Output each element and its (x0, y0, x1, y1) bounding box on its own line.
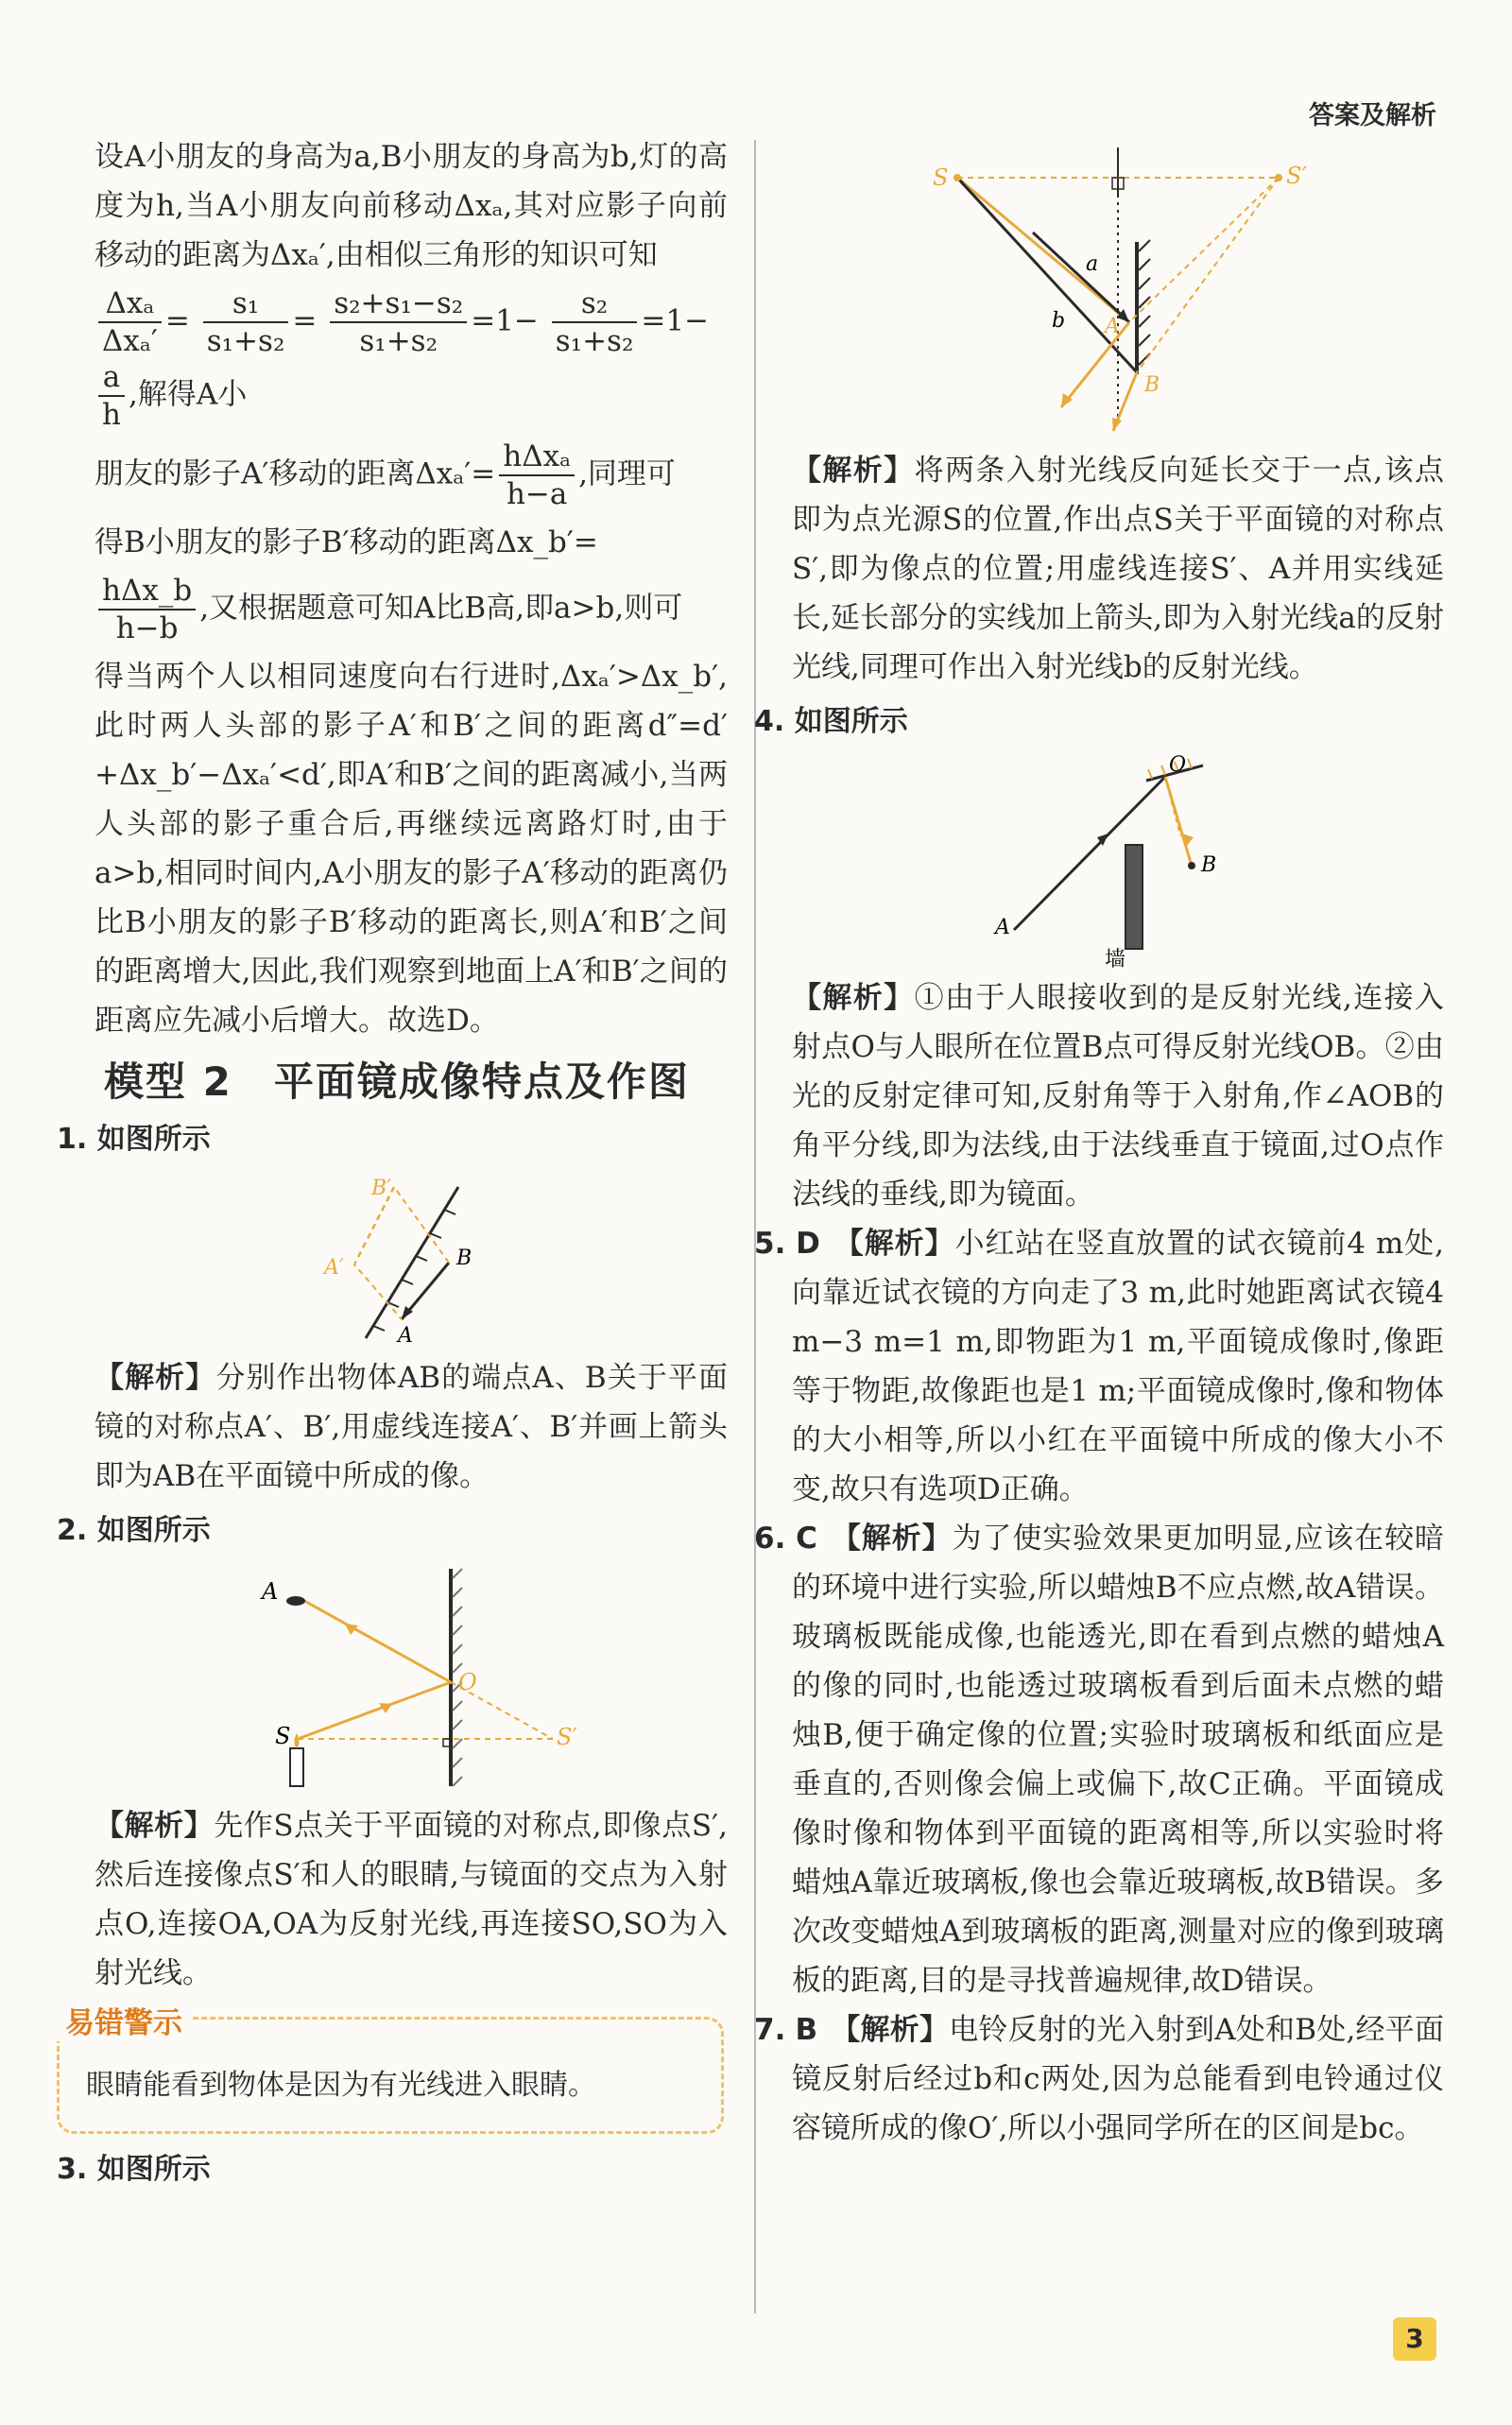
label-b-point: B (1144, 373, 1160, 397)
fraction: $\frac{\text{s₁}}{\text{s₁+s₂}}$ (203, 285, 289, 359)
answer-item-7: 7. B 【解析】电铃反射的光入射到A处和B处,经平面镜反射后经过b和c两处,因为总能看到电铃通过仪容镜所成的像O′,所以小强同学所在的区间是bc。 (754, 2013, 1445, 2145)
section-title: 模型 2 平面镜成像特点及作图 (104, 1058, 690, 1105)
label-o: O (458, 1669, 477, 1695)
label-b-prime: B′ (371, 1177, 392, 1200)
question-heading-2: 2. 如图所示 (57, 1514, 211, 1547)
analysis-paragraph: 【解析】将两条入射光线反向延长交于一点,该点即为点光源S的位置,作出点S关于平面镜的对称点S′,即为像点的位置;用虚线连接S′、A并用实线延长,延长部分的实线加上箭头,即为入射光线a的反射光线,同理可作出入射光线b的反射光线。 (792, 454, 1445, 684)
label-a: A (995, 916, 1010, 939)
label-s-prime: S′ (557, 1724, 577, 1750)
label-o: O (1169, 753, 1187, 777)
label-b: B (1201, 853, 1217, 877)
figure-point-source (919, 138, 1316, 440)
label-wall: 墙 (1105, 948, 1126, 968)
fraction: $\frac{\text{s₂}}{\text{s₁+s₂}}$ (552, 285, 638, 359)
page-number: 3 (1393, 2317, 1436, 2361)
fraction: $\frac{\text{s₂+s₁−s₂}}{\text{s₁+s₂}}$ (330, 285, 467, 359)
question-heading-3: 3. 如图所示 (57, 2153, 211, 2186)
warning-text: 眼睛能看到物体是因为有光线进入眼睛。 (86, 2069, 596, 2102)
label-b-ray: b (1052, 309, 1066, 333)
right-column (754, 132, 1445, 2153)
answer-item-6: 6. C 【解析】为了使实验效果更加明显,应该在较暗的环境中进行实验,所以蜡烛B不应点燃,故A错误。玻璃板既能成像,也能透光,即在看到点燃的蜡烛A的像的同时,也能透过玻璃板看到后面未点燃的蜡烛B,便于确定像的位置;实验时玻璃板和纸面应是垂直的,否则像会偏上或偏下,故C正确。平面镜成像时像和物体到平面镜的距离相等,所以实验时将蜡烛A靠近玻璃板,像也会靠近玻璃板,故B错误。多次改变蜡烛A到玻璃板的距离,测量对应的像到玻璃板的距离,目的是寻找普遍规律,故D错误。 (754, 1522, 1445, 1998)
left-column (57, 132, 729, 2198)
label-a: A (398, 1324, 413, 1348)
solution-paragraph: 得B小朋友的影子B′移动的距离Δx_b′= (94, 525, 598, 559)
fraction: $\frac{\text{hΔxₐ}}{h-a}$ (499, 439, 575, 512)
fraction: $\frac{a}{h}$ (98, 359, 125, 433)
figure-wall-mirror (976, 750, 1260, 968)
solution-paragraph: 得当两个人以相同速度向右行进时,Δxₐ′>Δx_b′,此时两人头部的影子A′和B′之间的距离d″=d′+Δx_b′−Δxₐ′<d′,即A′和B′之间的距离减小,当两人头部的影子重合后,再继续远离路灯时,由于a>b,相同时间内,A小朋友的影子A′移动的距离仍比B小朋友的影子B′移动的距离长,则A′和B′之间的距离增大,因此,我们观察到地面上A′和B′之间的距离应先减小后增大。故选D。 (94, 660, 728, 1038)
label-s-prime: S′ (1286, 163, 1307, 189)
solution-paragraph: 设A小朋友的身高为a,B小朋友的身高为b,灯的高度为h,当A小朋友向前移动Δxₐ,其对应影子向前移动的距离为Δxₐ′,由相似三角形的知识可知 (94, 140, 728, 272)
analysis-paragraph: 【解析】先作S点关于平面镜的对称点,即像点S′,然后连接像点S′和人的眼睛,与镜面的交点为入射点O,连接OA,OA为反射光线,再连接SO,SO为入射光线。 (94, 1809, 729, 1990)
equation-ratio: $\frac{\text{Δxₐ}}{\text{Δxₐ′}}$ = $\frac{\text{s₁}}{\text{s₁+s₂}}$ = $\frac{\text{s₂+s₁−s₂}}{\text{s₁+s₂}}$ =1− $\frac{\text{s₂}}{\text{s₁+s₂}}$ =1− $\frac{a}{h}$ ,解得A小 (94, 285, 728, 433)
label-a-point: A (1105, 315, 1120, 338)
answer-item-5: 5. D 【解析】小红站在竖直放置的试衣镜前4 m处,向靠近试衣镜的方向走了3 m,此时她距离试衣镜4 m−3 m=1 m,即物距为1 m,平面镜成像时,像距等于物距,故像距也是1 m;平面镜成像时,像和物体的大小相等,所以小红在平面镜中所成的像大小不变,故只有选项D正确。 (754, 1227, 1445, 1506)
equation-shadow-a: 朋友的影子A′移动的距离Δxₐ′= $\frac{\text{hΔxₐ}}{h-a}$ ,同理可 (94, 439, 676, 511)
label-s: S (933, 164, 949, 191)
label-s: S (275, 1723, 291, 1749)
figure-mirror-arrow (307, 1168, 515, 1348)
label-b: B (456, 1247, 472, 1270)
warning-title: 易错警示 (56, 1999, 192, 2041)
fraction: $\frac{\text{Δxₐ}}{\text{Δxₐ′}}$ (98, 285, 162, 359)
fraction: $\frac{\text{hΔx\_b}}{h-b}$ (98, 573, 196, 646)
question-heading-4: 4. 如图所示 (754, 705, 908, 738)
warning-box (57, 2006, 724, 2134)
page-header: 答案及解析 (1309, 101, 1436, 130)
question-heading-1: 1. 如图所示 (57, 1123, 211, 1156)
analysis-paragraph: 【解析】①由于人眼接收到的是反射光线,连接入射点O与人眼所在位置B点可得反射光线OB。②由光的反射定律可知,反射角等于入射角,作∠AOB的角平分线,即为法线,由于法线垂直于镜面,过O点作法线的垂线,即为镜面。 (792, 981, 1445, 1212)
equation-shadow-b: $\frac{\text{hΔx\_b}}{h-b}$ ,又根据题意可知A比B高,即a>b,则可 (94, 573, 728, 646)
label-a-prime: A′ (324, 1256, 344, 1280)
label-a: A (262, 1578, 279, 1605)
figure-candle-mirror (241, 1559, 581, 1796)
analysis-paragraph: 【解析】分别作出物体AB的端点A、B关于平面镜的对称点A′、B′,用虚线连接A′、B′并画上箭头即为AB在平面镜中所成的像。 (94, 1361, 729, 1493)
label-a-ray: a (1086, 252, 1099, 276)
